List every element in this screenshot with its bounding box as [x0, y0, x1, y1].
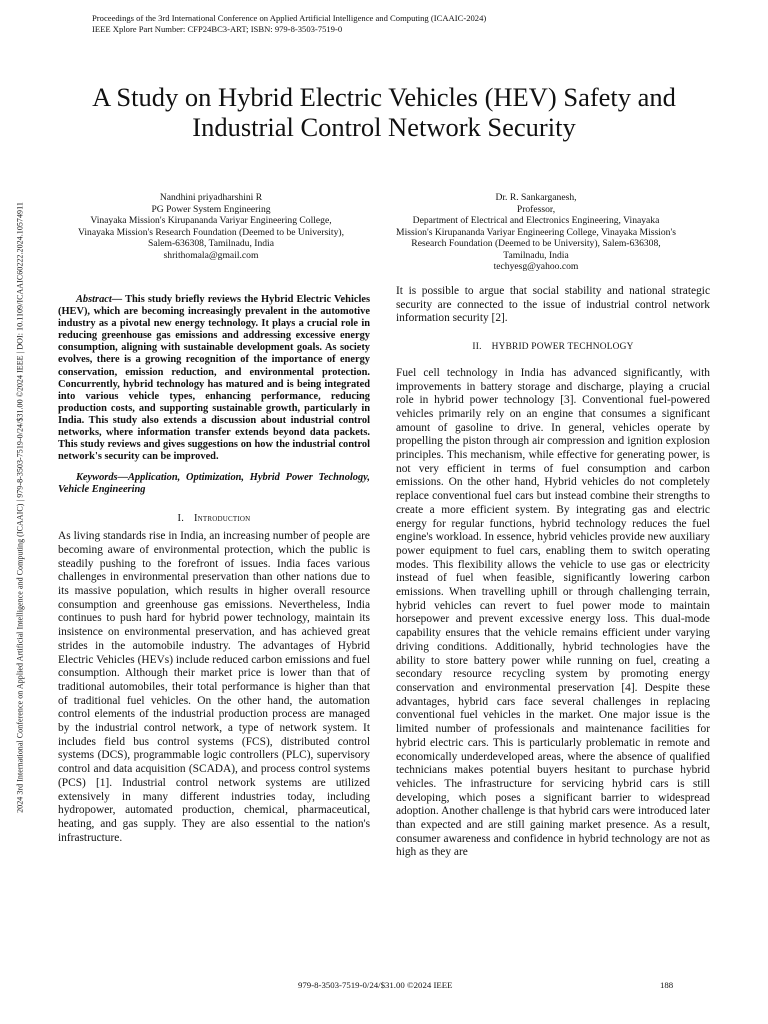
page-number: 188: [660, 980, 674, 990]
abstract-lead: Abstract—: [76, 294, 123, 305]
conference-title-line: Proceedings of the 3rd International Conference on Applied Artificial Intelligence and Computing (ICAAIC-2024): [92, 13, 487, 23]
author-college: Mission's Kirupananda Variyar Engineering College, Vinayaka Mission's: [396, 226, 676, 238]
introduction-body: As living standards rise in India, an increasing number of people are becoming aware of environmental protection, which the public is steadily pushing to the forefront of issues. India faces various challenges in environmental preservation than other nations due to its massive population, which results in higher overall resource consumption and greenhouse gas emissions. Nevertheless, India continues to push hard for hybrid power technology, maintain its insistence on environmental preservation, and has achieved great strides in the automobile industry. The advantages of Hybrid Electric Vehicles (HEVs) include reduced carbon emissions and fuel consumption. Although their market price is lower than that of traditional automobiles, their total performance is higher than that of traditional fuel vehicles. On the other hand, the automation control elements of the industrial production process are managed by the industrial control network, a type of network system. It includes field bus control systems (FCS), distributed control systems (DCS), programmable logic controllers (PLC), supervisory control and data acquisition (SCADA), and process control systems (PCS) [1]. Industrial control network systems are utilized extensively in many different industries today, including hydropower, automated production, chemical, pharmaceutical, heating, and gas supply. They are also essential to the nation's infrastructure.: [58, 530, 370, 844]
section-heading-2: [396, 341, 710, 355]
author-address: Tamilnadu, India: [503, 249, 569, 261]
author-program: PG Power System Engineering: [151, 203, 271, 215]
author-address: Salem-636308, Tamilnadu, India: [148, 238, 274, 249]
footer-copyright: 979-8-3503-7519-0/24/$31.00 ©2024 IEEE: [298, 980, 453, 990]
author-title: Professor,: [516, 203, 556, 215]
section-number: II.: [472, 342, 482, 353]
section-heading-1: [58, 512, 370, 526]
author-department: Department of Electrical and Electronics Engineering, Vinayaka: [412, 215, 660, 226]
hybrid-power-body: Fuel cell technology in India has advanced significantly, with improvements in battery storage and discharge, playing a crucial role in hybrid power technology [3]. Conventional fuel-powered vehicles primarily rely on an engine that consumes a significant amount of gasoline to drive. In general, vehicles operate by propelling the piston through air compression and ignition explosion principles. This mechanism, while effective for generating power, is not very efficient in terms of fuel consumption and carbon emissions. On the other hand, Hybrid vehicles do not completely replace conventional fuel cars but instead combine their strengths to create a more efficient system. By integrating gas and electric energy for regular functions, hybrid technology reduces the fuel engine's workload. In essence, hybrid vehicles provide new auxiliary power equipment to fuel cars, enabling them to switch operating modes. This flexibility allows the vehicle to use gas or electricity instead of fuel when feasible, significantly lowering carbon emissions. When travelling uphill or through challenging terrain, hybrid vehicles can revert to fuel power mode to maintain horsepower and prevent excessive energy loss. This dual-mode capability ensures that the vehicle remains efficient under varying driving conditions. Additionally, hybrid technologies have the ability to store battery power while running on fuel, creating a secondary resource recycling system by promoting energy conservation and environmental preservation [4]. Despite these advantages, hybrid cars face several challenges in replacing conventional fuel vehicles in the market. One major issue is the limited number of professionals and maintenance facilities for hybrid electric cars. This is particularly problematic in remote and economically underdeveloped areas, where the absence of qualified technicians makes potential buyers hesitant to purchase hybrid vehicles. The infrastructure for servicing hybrid cars is still developing, which poses a significant barrier to widespread adoption. Another challenge is that hybrid cars were introduced later than expected and are still gaining market presence. As a result, consumer awareness and confidence in hybrid technology are not as high as they are: [396, 366, 710, 859]
author-foundation: Vinayaka Mission's Research Foundation (Deemed to be University),: [78, 226, 344, 238]
paper-title-line-1: A Study on Hybrid Electric Vehicles (HEV) Safety and: [92, 82, 676, 112]
author-name: Nandhini priyadharshini R: [159, 192, 263, 203]
doi-sidebar: 2024 3rd International Conference on Applied Artificial Intelligence and Computing (ICAAIC) | 979-8-3503-7519-0/24/$31.00 ©2024 IEEE | DOI: 10.1109/ICAAIC60222.2024.10574911: [15, 202, 25, 813]
abstract: [58, 294, 370, 463]
abstract-text: This study briefly reviews the Hybrid Electric Vehicles (HEV), which are becoming increasingly prevalent in the automotive industry as a pivotal new energy technology. It plays a crucial role in reducing greenhouse gas emissions and addressing excessive energy consumption, aligning with sustainable development goals. As society evolves, there is a growing recognition of the importance of energy conservation, emission reduction, and environmental protection. Concurrently, hybrid technology has matured and is being integrated into various vehicle types, enhancing performance, reducing production costs, and supporting sustainable growth, particularly in India. This study also extends a discussion about industrial control networks, where information transfer extends beyond data packets. This study reviews and gives suggestions on how the industrial control network's security can be improved.: [58, 294, 370, 463]
paper-title: [40, 82, 728, 142]
author-block-1: [52, 192, 370, 261]
right-column: [396, 285, 710, 860]
section-number: I.: [177, 512, 185, 524]
left-column: [58, 294, 370, 845]
keywords: Keywords—Application, Optimization, Hybrid Power Technology, Vehicle Engineering: [58, 472, 370, 496]
section-title: Introduction: [194, 512, 251, 524]
section-title: HYBRID POWER TECHNOLOGY: [491, 342, 634, 353]
author-block-2: [378, 192, 694, 273]
security-paragraph: It is possible to argue that social stability and national strategic security are connected to the issue of industrial control network information security [2].: [396, 285, 710, 325]
paper-title-line-2: Industrial Control Network Security: [192, 112, 576, 142]
isbn-line: IEEE Xplore Part Number: CFP24BC3-ART; ISBN: 979-8-3503-7519-0: [92, 24, 343, 34]
author-email: shrithomala@gmail.com: [163, 249, 259, 261]
author-college: Vinayaka Mission's Kirupananda Variyar Engineering College,: [90, 215, 332, 226]
author-email: techyesg@yahoo.com: [493, 261, 579, 272]
conference-header: [92, 13, 692, 35]
author-name: Dr. R. Sankarganesh,: [495, 192, 577, 203]
author-foundation: Research Foundation (Deemed to be University), Salem-636308,: [411, 238, 661, 249]
